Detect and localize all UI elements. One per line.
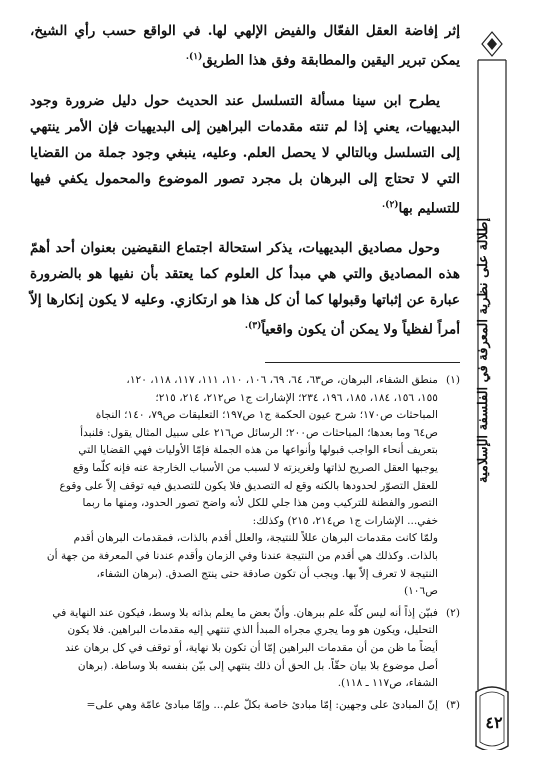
footnote-line: ص٦٤ وما بعدها؛ المباحثات ص٢٠٠؛ الرسائل ص٢١٦ على سبيل المثال يقول: فلنبدأ (80, 426, 438, 439)
footnote-number: (١) (446, 374, 460, 386)
footnote-line: ١٥٥، ١٥٦، ١٨٤، ١٨٥، ١٩٦، ٢٣٤؛ الإشارات ج١ ص٢١٢، ٢١٤، ٢١٥؛ (155, 391, 438, 404)
paragraph-line: يمكن تبرير اليقين والمطابقة وفق هذا الطريق (202, 52, 460, 69)
footnote-ref: (٣). (244, 321, 262, 332)
paragraph-line: أهمّ هذه المصاديق والتي هي مبدأ كل العلوم كما يعتقد بأن نفيها هو (30, 240, 460, 283)
paragraph-line: يكون إنكارها إلاّ أمراً لفظياً ولا يمكن أن يكون واقعياً (30, 292, 460, 338)
footnote-line: خفي... الإشارات ج١ ص٢١٤، ٢١٥) وكذلك: (252, 514, 438, 527)
footnotes (22, 372, 460, 718)
footnote-text (22, 372, 438, 601)
paragraph-line: يكفي فيها للتسليم بها (30, 170, 460, 217)
footnote-number: (٢) (446, 606, 460, 619)
footnote-ref: (٢). (382, 199, 399, 210)
footnote-3 (22, 697, 460, 715)
footnote-line: أصل موضوع بلا بيان حقّاً. بل الحق أن ذلك ينتهي إلى بيّن بنفسه بلا وساطة. (برهان (77, 659, 438, 672)
footnote-line: المباحثات ص١٧٠؛ شرح عيون الحكمة ج١ ص١٩٧؛ التعليقات ص٧٩، ١٤٠؛ النجاة (95, 409, 438, 422)
paragraph-line: ينتهي إلى التسلسل وبالتالي لا يحصل العلم. وعليه، ينبغي وجود جملة من (30, 118, 460, 161)
footnote-line: أيضاً ما ظن من أن مقدمات البراهين إمّا أن تكون بلا نهاية، أو توقف في كل برهان عند (65, 641, 438, 654)
footnote-text (22, 697, 438, 715)
footnote-line: النتيجة لا تعرف إلاّ بها. ويجب أن تكون صادقة حتى ينتج الصدق. (برهان الشفاء، (96, 567, 438, 580)
paragraph-line: وحول مصاديق البديهيات، يذكر استحالة اجتماع النقيضين بعنوان أحد (55, 240, 440, 257)
footnote-line: ص١٠٦) (403, 585, 438, 598)
footnote-line: بالذات. وكذلك هي أقدم من النتيجة عندنا وفي الزمان وأقدم عندنا في المعرفة من جهة أن (46, 549, 438, 562)
footnote-number: (٣) (446, 698, 460, 711)
footnote-line: الشفاء، ص١١٧ ـ ١١٨). (337, 677, 438, 690)
footnote-line: ولمّا كانت مقدمات البرهان عللاً للنتيجة، والعلل أقدم بالذات، فمقدمات البرهان أقدم (73, 532, 438, 545)
paragraph-line: إثر إفاضة العقل الفعّال والفيض الإلهي لها. في الواقع حسب رأي الشيخ، (30, 23, 460, 39)
footnote-line: إنّ المبادئ على وجهين: إمّا مبادئ خاصة بكلّ علم... وإمّا مبادئ عامّة وهي على= (86, 698, 438, 711)
footnote-line: يوجبها العقل الصريح لذاتها ولغريزته لا لسبب من الأسباب الخارجة عنه فإنه كلّما وقع (73, 461, 438, 474)
paragraph-line: يطرح ابن سينا مسألة التسلسل عند الحديث حول دليل ضرورة وجود (30, 92, 440, 109)
main-text (30, 18, 460, 343)
footnote-2 (22, 605, 460, 693)
paragraph-line: القضايا التي لا تحتاج إلى البرهان بل مجرد تصور الموضوع والمحمول (30, 144, 460, 187)
page-number: ٤٢ (485, 712, 503, 732)
paragraph-line: بالضرورة عبارة عن إثباتها وقبولها كما أن كل هذا هو ارتكازي. وعليه لا (30, 266, 461, 309)
footnote-text (22, 605, 438, 693)
footnote-1 (22, 372, 460, 601)
paragraph-2 (30, 88, 460, 222)
footnote-separator (265, 362, 460, 363)
footnote-ref: (١). (185, 52, 203, 62)
paragraph-1 (30, 18, 460, 74)
paragraph-line: البديهيات، يعني إذا لم تنته مقدمات البراهين إلى البديهيات فإن الأمر (65, 118, 461, 135)
footnote-line: للعقل التصوّر لحدودها بالكنه وقع له التصديق فلا يكون للتصديق فيه توقف إلاّ على وقوع (59, 479, 438, 492)
footnote-line: التحليل، ويكون هو وما يجري مجراه المبدأ الذي تنتهي إليه مقدمات البراهين. فلا يكون (67, 624, 438, 637)
footnote-line: فبيّن إذاً أنه ليس كلّه علم ببرهان. وأنّ بعض ما يعلم بذاته بلا وسط، فيكون عند النهاية في (52, 606, 438, 619)
footnote-line: التصور والفطنة للتركيب ومن هذا جلي للكل لأنه واضح تصور الحدود، ومنها ما ربما (82, 497, 438, 510)
footnote-line: منطق الشفاء، البرهان، ص٦٣، ٦٤، ٦٩، ١٠٦، ١١٠، ١١١، ١١٧، ١١٨، ١٢٠، (126, 374, 438, 386)
footnote-line: بتعريف أنحاء الواجب قبولها وأنواعها من هذه الجملة فإمّا الأوليات فهي القضايا التي (78, 444, 438, 457)
paragraph-3 (30, 235, 460, 343)
side-running-title: إطلالة على نظرية المعرفة في الفلسفة الإسلامية (476, 217, 491, 483)
